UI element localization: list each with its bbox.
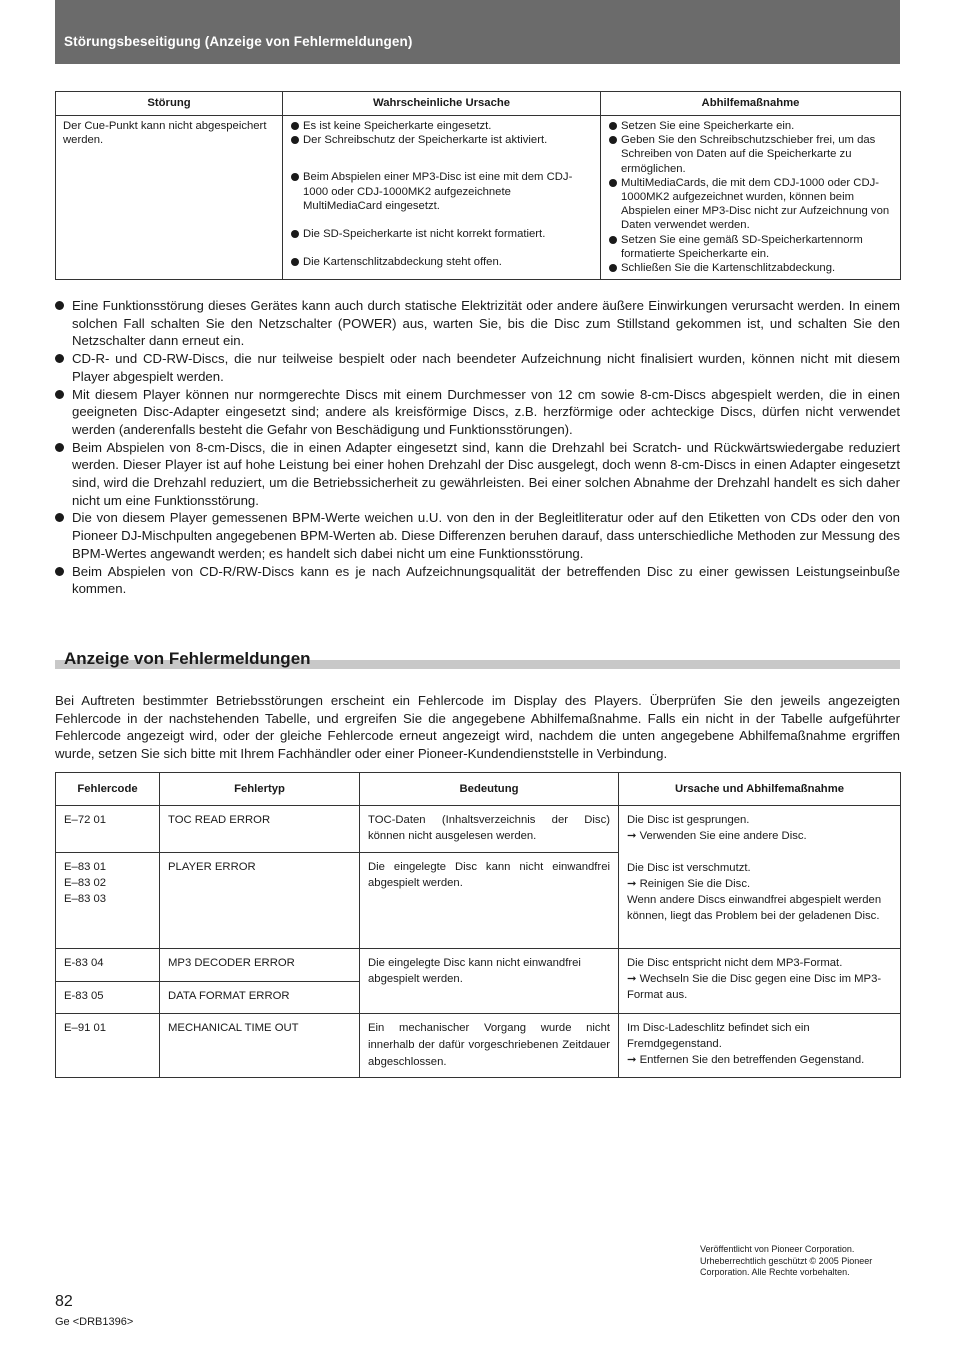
error-code xyxy=(56,853,160,949)
column-header: Bedeutung xyxy=(360,773,619,806)
notes-list xyxy=(55,297,900,598)
error-code: E-83 04 xyxy=(56,949,160,982)
list-item: Die SD-Speicherkarte ist nicht korrekt formatiert. xyxy=(290,227,593,241)
list-item: Setzen Sie eine Speicherkarte ein. xyxy=(608,119,893,133)
note-item: Die von diesem Player gemessenen BPM-Werte weichen u.U. von den in der Begleitliteratur oder auf den Etiketten von CDs oder den von Pioneer DJ-Mischpulten angegebenen BPM-Werten ab. Diese Differenzen beruhen darauf, dass unterschiedliche Methoden zur Messung des BPM-Wertes angewandt werden; es handelt sich dabei nicht um eine Funktionsstörung. xyxy=(55,509,900,562)
error-code: E-83 05 xyxy=(56,982,160,1014)
troubleshooting-table xyxy=(55,91,901,280)
column-header: Fehlercode xyxy=(56,773,160,806)
error-code-line: E–83 02 xyxy=(64,877,107,889)
problem-cell: Der Cue-Punkt kann nicht abgespeichert werden. xyxy=(56,116,283,280)
section-heading xyxy=(55,647,900,671)
table-row xyxy=(56,949,901,982)
extra-text: Wenn andere Discs einwandfrei abgespielt werden können, liegt das Problem bei der geladenen Disc. xyxy=(627,894,882,922)
document-code: Ge <DRB1396> xyxy=(55,1316,134,1328)
error-code: E–72 01 xyxy=(56,806,160,853)
cause-text: Die Disc ist verschmutzt. xyxy=(627,862,751,874)
note-item: CD-R- und CD-RW-Discs, die nur teilweise bespielt oder nach beendeter Aufzeichnung nicht finalisiert wurden, können nicht mit diesem Player abgespielt werden. xyxy=(55,350,900,385)
error-code: E–91 01 xyxy=(56,1014,160,1078)
table-row xyxy=(56,806,901,853)
intro-paragraph: Bei Auftreten bestimmter Betriebsstörungen erscheint ein Fehlercode im Display des Players. Überprüfen Sie den jeweils angezeigten Fehlercode in der nachstehenden Tabelle, und ergreifen Sie die angegebene Abhilfemaßnahme. Falls ein nicht in der Tabelle aufgeführter Fehlercode angezeigt wird, oder der gleiche Fehlercode erneut angezeigt wird, nachdem die unten angegebene Abhilfemaßnahme ergriffen wurde, setzen Sie sich bitte mit Ihrem Fachhändler oder einer Pioneer-Kundendienststelle in Verbindung. xyxy=(55,693,900,762)
note-item: Mit diesem Player können nur normgerechte Discs mit einem Durchmesser von 12 cm sowie 8-cm-Discs abgespielt werden, die in einen geeigneten Disc-Adapter eingesetzt sind; andere als kreisförmige Discs, z.B. herzförmige oder achteckige Discs, dürfen nicht verwendet werden (anderenfalls besteht die Gefahr von Beschädigung und Funktionsstörungen). xyxy=(55,386,900,439)
error-meaning: Die eingelegte Disc kann nicht einwandfrei abgespielt werden. xyxy=(360,949,619,1014)
error-type: MP3 DECODER ERROR xyxy=(160,949,360,982)
remedy-cell xyxy=(601,116,901,280)
table-row xyxy=(56,116,901,280)
list-item: Die Kartenschlitzabdeckung steht offen. xyxy=(290,255,593,269)
header-title: Störungsbeseitigung (Anzeige von Fehlermeldungen) xyxy=(64,34,413,49)
note-item: Beim Abspielen von CD-R/RW-Discs kann es je nach Aufzeichnungsqualität der betreffenden Disc zu einer gewissen Leistungseinbuße kommen. xyxy=(55,563,900,598)
error-meaning: Ein mechanischer Vorgang wurde nicht innerhalb der dafür vorgeschriebenen Zeitdauer abgeschlossen. xyxy=(360,1014,619,1078)
note-item: Eine Funktionsstörung dieses Gerätes kann auch durch statische Elektrizität oder andere äußere Einwirkungen verursacht werden. In einem solchen Fall schalten Sie den Netzschalter (POWER) aus, warten Sie, bis die Disc zum Stillstand gekommen ist, und schalten Sie den Netzschalter dann erneut ein. xyxy=(55,297,900,350)
list-item: Der Schreibschutz der Speicherkarte ist aktiviert. xyxy=(290,133,593,147)
column-header: Wahrscheinliche Ursache xyxy=(283,92,601,116)
error-type: TOC READ ERROR xyxy=(160,806,360,853)
publisher-line: Corporation. Alle Rechte vorbehalten. xyxy=(700,1267,850,1278)
cause-cell xyxy=(283,116,601,280)
publisher-line: Urheberrechtlich geschützt © 2005 Pioneer xyxy=(700,1255,873,1266)
error-meaning: Die eingelegte Disc kann nicht einwandfrei abgespielt werden. xyxy=(360,853,619,949)
cause-text: Die Disc ist gesprungen. xyxy=(627,814,750,826)
remedy-text: ➞ Wechseln Sie die Disc gegen eine Disc im MP3-Format aus. xyxy=(627,973,882,1001)
list-item: MultiMediaCards, die mit dem CDJ-1000 oder CDJ-1000MK2 aufgezeichnet wurden, können beim Abspielen einer MP3-Disc nicht zur Aufzeichnung von Daten verwendet werden. xyxy=(608,176,893,233)
error-code-table xyxy=(55,772,901,1078)
list-item: Setzen Sie eine gemäß SD-Speicherkartennorm formatierte Speicherkarte ein. xyxy=(608,233,893,261)
remedy-text: ➞ Reinigen Sie die Disc. xyxy=(627,878,751,890)
error-remedy xyxy=(619,806,901,949)
error-type: PLAYER ERROR xyxy=(160,853,360,949)
note-item: Beim Abspielen von 8-cm-Discs, die in einen Adapter eingesetzt sind, kann die Drehzahl bei Scratch- und Rückwärtswiedergabe reduziert werden. Dieser Player ist auf hohe Leistung bei einer hohen Drehzahl der Disc ausgelegt, doch wenn 8-cm-Discs in einen Adapter eingesetzt sind, wird die Drehzahl reduziert, um die Betriebssicherheit zu gewährleisten. Bei einer solchen Abnahme der Drehzahl handelt es sich daher nicht um eine Funktionsstörung. xyxy=(55,439,900,510)
error-remedy xyxy=(619,1014,901,1078)
list-item: Es ist keine Speicherkarte eingesetzt. xyxy=(290,119,593,133)
table-row xyxy=(56,1014,901,1078)
table-header-row xyxy=(56,773,901,806)
page-number: 82 xyxy=(55,1293,73,1310)
error-type: DATA FORMAT ERROR xyxy=(160,982,360,1014)
error-meaning: TOC-Daten (Inhaltsverzeichnis der Disc) können nicht ausgelesen werden. xyxy=(360,806,619,853)
cause-text: Die Disc entspricht nicht dem MP3-Format. xyxy=(627,957,843,969)
publisher-line: Veröffentlicht von Pioneer Corporation. xyxy=(700,1244,855,1254)
cause-text: Im Disc-Ladeschlitz befindet sich ein Fremdgegenstand. xyxy=(627,1022,810,1050)
error-code-line: E–83 03 xyxy=(64,893,107,905)
list-item: Schließen Sie die Kartenschlitzabdeckung. xyxy=(608,261,893,275)
section-title: Anzeige von Fehlermeldungen xyxy=(64,649,311,668)
error-code-line: E–83 01 xyxy=(64,861,107,873)
error-type: MECHANICAL TIME OUT xyxy=(160,1014,360,1078)
column-header: Störung xyxy=(56,92,283,116)
publisher-note xyxy=(700,1244,905,1279)
header-bar xyxy=(55,0,900,64)
remedy-text: ➞ Verwenden Sie eine andere Disc. xyxy=(627,830,807,842)
table-header-row xyxy=(56,92,901,116)
column-header: Abhilfemaßnahme xyxy=(601,92,901,116)
remedy-text: ➞ Entfernen Sie den betreffenden Gegenstand. xyxy=(627,1054,865,1066)
error-remedy xyxy=(619,949,901,1014)
list-item: Geben Sie den Schreibschutzschieber frei, um das Schreiben von Daten auf die Speicherkarte zu ermöglichen. xyxy=(608,133,893,176)
column-header: Fehlertyp xyxy=(160,773,360,806)
list-item: Beim Abspielen einer MP3-Disc ist eine mit dem CDJ-1000 oder CDJ-1000MK2 aufgezeichnete MultiMediaCard eingesetzt. xyxy=(290,170,593,213)
column-header: Ursache und Abhilfemaßnahme xyxy=(619,773,901,806)
